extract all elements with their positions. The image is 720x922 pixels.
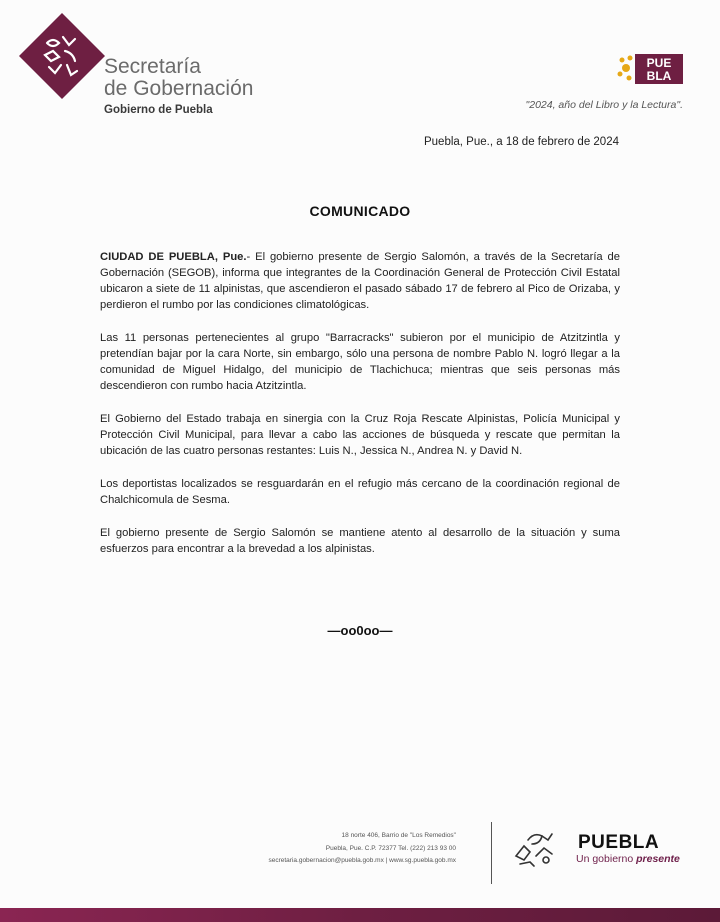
footer-brand-name: PUEBLA [578, 832, 660, 853]
svg-text:PUE: PUE [646, 56, 672, 70]
org-title [104, 56, 253, 100]
org-title-line1: Secretaría [104, 55, 201, 78]
org-subtitle: Gobierno de Puebla [104, 104, 213, 116]
puebla-emblem-icon [512, 826, 558, 868]
footer-address [268, 830, 456, 868]
footer-address-line1: 18 norte 406, Barrio de "Los Remedios" [341, 832, 456, 839]
paragraph-1 [100, 249, 620, 313]
paragraph-3: El Gobierno del Estado trabaja en sinergia con la Cruz Roja Rescate Alpinistas, Policía Municipal y Protección Civil Municipal, para llevar a cabo las acciones de búsqueda y rescate que permitan la ubicación de las cuatro personas restantes: Luis N., Jessica N., Andrea N. y David N. [100, 413, 620, 457]
closing-mark: —oo0oo— [327, 623, 393, 638]
svg-text:BLA: BLA [646, 69, 672, 83]
paragraph-1-lead: CIUDAD DE PUEBLA, Pue. [100, 251, 247, 263]
puebla-logo-icon [616, 50, 688, 90]
paragraph-5: El gobierno presente de Sergio Salomón se mantiene atento al desarrollo de la situación y suma esfuerzos para encontrar a la brevedad a los alpinistas. [100, 527, 620, 555]
paragraph-1-text: - El gobierno presente de Sergio Salomón, a través de la Secretaría de Gobernación (SEGOB), informa que integrantes de la Coordinación General de Protección Civil Estatal ubicaron a siete de 11 alpinistas, que ascendieron el pasado sábado 17 de febrero al Pico de Orizaba, y perdieron el rumbo por las condiciones climatológicas. [100, 251, 620, 311]
footer-tagline-b: presente [636, 853, 680, 865]
org-title-line2: de Gobernación [104, 77, 254, 100]
paragraph-4: Los deportistas localizados se resguardarán en el refugio más cercano de la coordinación regional de Chalchicomula de Sesma. [100, 478, 620, 506]
secretaria-logo-icon [17, 11, 107, 101]
year-motto: "2024, año del Libro y la Lectura". [525, 99, 683, 111]
footer-contact-line: secretaria.gobernacion@puebla.gob.mx | www.sg.puebla.gob.mx [268, 857, 456, 864]
footer-divider [491, 822, 492, 884]
footer-color-band [0, 908, 720, 922]
document-body [100, 249, 620, 574]
paragraph-2: Las 11 personas pertenecientes al grupo "Barracracks" subieron por el municipio de Atzitzintla y pretendían bajar por la cara Norte, sin embargo, sólo una persona de nombre Pablo N. logró llegar a la comunidad de Miguel Hidalgo, del municipio de Tlachichuca; mientras que seis personas más descendieron con rumbo hacia Atzitzintla. [100, 332, 620, 392]
document-heading: COMUNICADO [309, 203, 411, 219]
document-date: Puebla, Pue., a 18 de febrero de 2024 [423, 136, 619, 148]
footer-tagline-a: Un gobierno [576, 853, 637, 865]
footer-tagline [576, 853, 680, 865]
footer-address-line2: Puebla, Pue. C.P. 72377 Tel. (222) 213 93 00 [325, 844, 456, 852]
